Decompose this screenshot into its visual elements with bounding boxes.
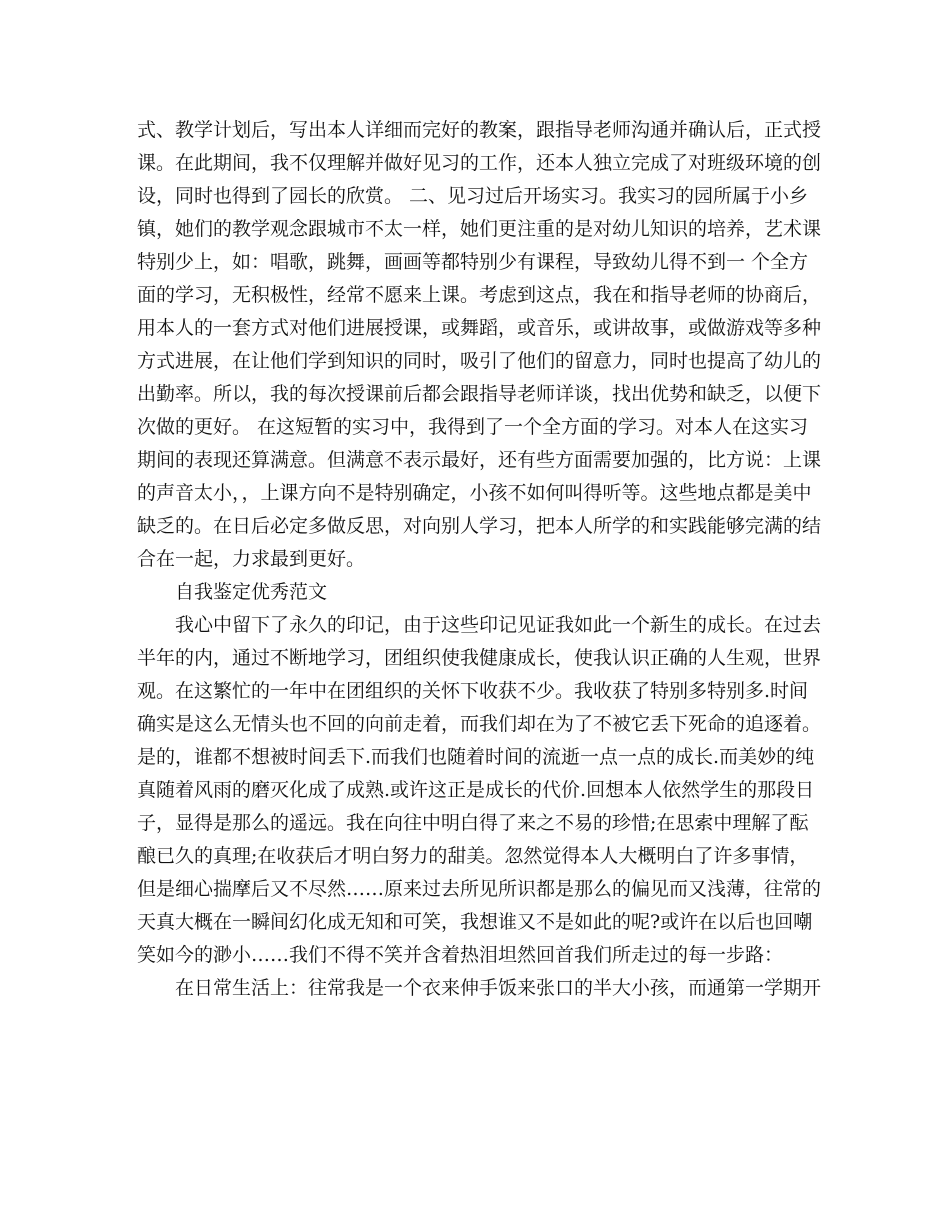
body-text-line: 镇，她们的教学观念跟城市不太一样，她们更注重的是对幼儿知识的培养，艺术课 xyxy=(137,218,822,240)
body-text-line: 期间的表现还算满意。但满意不表示最好，还有些方面需要加强的，比方说：上课 xyxy=(137,449,822,471)
body-text-line: 子，显得是那么的遥远。我在向往中明白得了来之不易的珍惜;在思索中理解了酝 xyxy=(137,812,809,834)
section-heading: 自我鉴定优秀范文 xyxy=(175,581,328,603)
body-text-line: 天真大概在一瞬间幻化成无知和可笑，我想谁又不是如此的呢?或许在以后也回嘲 xyxy=(137,911,813,933)
body-text-line: 是的，谁都不想被时间丢下.而我们也随着时间的流逝一点一点的成长.而美妙的纯 xyxy=(137,746,815,768)
body-text-line: 次做的更好。 在这短暂的实习中，我得到了一个全方面的学习。对本人在这实习 xyxy=(137,416,809,438)
body-text-line: 设，同时也得到了园长的欣赏。 二、见习过后开场实习。我实习的园所属于小乡 xyxy=(137,185,809,207)
body-text-line: 酿已久的真理;在收获后才明白努力的甜美。忽然觉得本人大概明白了许多事情， xyxy=(137,845,809,867)
body-text-line: 确实是这么无情头也不回的向前走着，而我们却在为了不被它丢下死命的追逐着。 xyxy=(137,713,822,735)
body-text-line: 出勤率。所以，我的每次授课前后都会跟指导老师详谈，找出优势和缺乏，以便下 xyxy=(137,383,822,405)
body-text-line: 在日常生活上：往常我是一个衣来伸手饭来张口的半大小孩，而通第一学期开 xyxy=(175,977,822,999)
body-text-line: 合在一起，力求最到更好。 xyxy=(137,548,366,570)
body-text-line: 半年的内，通过不断地学习，团组织使我健康成长，使我认识正确的人生观，世界 xyxy=(137,647,822,669)
body-text-line: 的声音太小，，上课方向不是特别确定，小孩不如何叫得听等。这些地点都是美中 xyxy=(137,482,812,504)
body-text-line: 缺乏的。在日后必定多做反思，对向别人学习，把本人所学的和实践能够完满的结 xyxy=(137,515,822,537)
body-text-line: 式、教学计划后，写出本人详细而完好的教案，跟指导老师沟通并确认后，正式授 xyxy=(137,119,822,141)
body-text-line: 课。在此期间，我不仅理解并做好见习的工作，还本人独立完成了对班级环境的创 xyxy=(137,152,822,174)
body-text-line: 但是细心揣摩后又不尽然……原来过去所见所识都是那么的偏见而又浅薄，往常的 xyxy=(137,878,822,900)
body-text-line: 我心中留下了永久的印记，由于这些印记见证我如此一个新生的成长。在过去 xyxy=(175,614,822,636)
body-text-line: 特别少上，如：唱歌，跳舞，画画等都特别少有课程，导致幼儿得不到一 个全方 xyxy=(137,251,809,273)
body-text-line: 观。在这繁忙的一年中在团组织的关怀下收获不少。我收获了特别多特别多.时间 xyxy=(137,680,809,702)
body-text-line: 方式进展，在让他们学到知识的同时，吸引了他们的留意力，同时也提高了幼儿的 xyxy=(137,350,822,372)
body-text-line: 笑如今的渺小……我们不得不笑并含着热泪坦然回首我们所走过的每一步路： xyxy=(137,944,784,966)
body-text-line: 面的学习，无积极性，经常不愿来上课。考虑到这点，我在和指导老师的协商后， xyxy=(137,284,822,306)
body-text-line: 真随着风雨的磨灭化成了成熟.或许这正是成长的代价.回想本人依然学生的那段日 xyxy=(137,779,815,801)
body-text-line: 用本人的一套方式对他们进展授课，或舞蹈，或音乐，或讲故事，或做游戏等多种 xyxy=(137,317,822,339)
